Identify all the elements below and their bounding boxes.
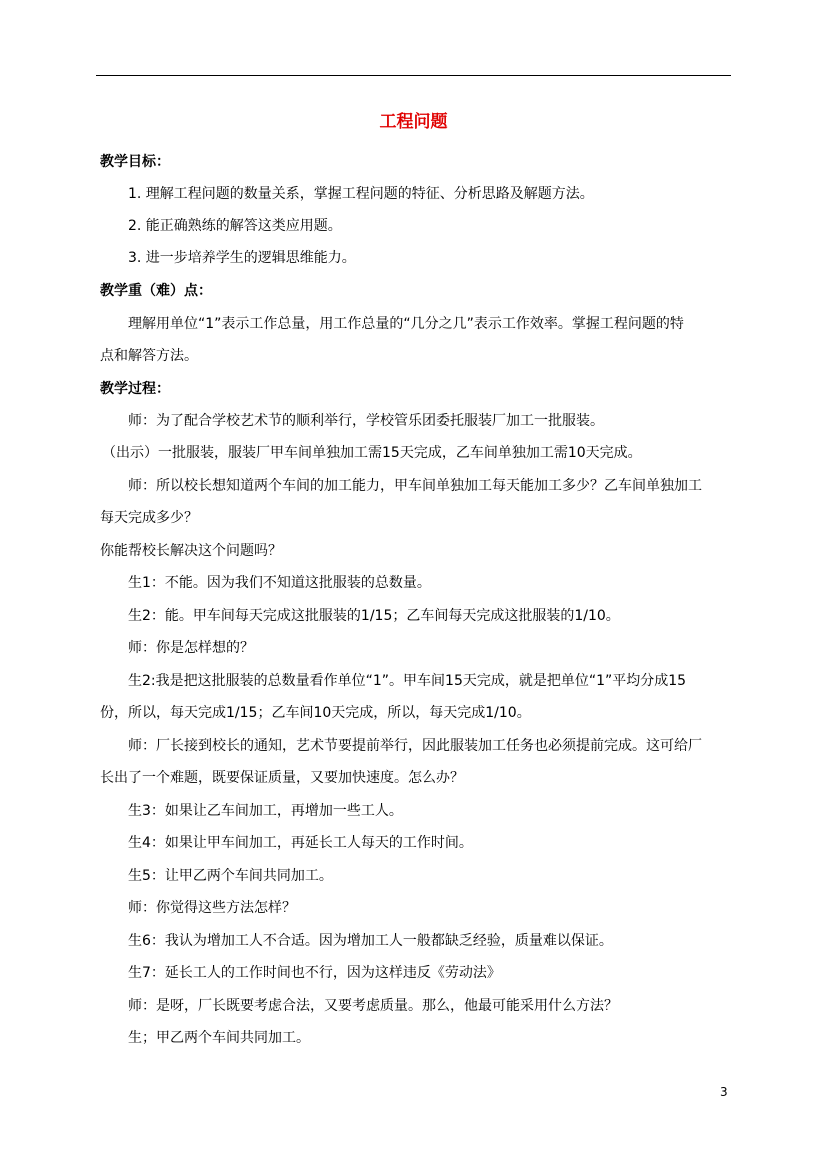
keypoints-text: 理解用单位“1”表示工作总量，用工作总量的“几分之几”表示工作效率。掌握工程问题的特: [128, 316, 684, 332]
dialogue-line: 生7：延长工人的工作时间也不行，因为这样违反《劳动法》: [128, 965, 501, 981]
dialogue-line: 生；甲乙两个车间共同加工。: [128, 1030, 310, 1046]
dialogue-line: 生6：我认为增加工人不合适。因为增加工人一般都缺乏经验，质量难以保证。: [128, 933, 613, 949]
dialogue-line: 生3：如果让乙车间加工，再增加一些工人。: [128, 803, 403, 819]
page-title: 工程问题: [379, 112, 448, 132]
dialogue-line: 长出了一个难题，既要保证质量，又要加快速度。怎么办？: [100, 770, 464, 786]
dialogue-line: 生5：让甲乙两个车间共同加工。: [128, 868, 333, 884]
dialogue-line: 师：你是怎样想的？: [128, 640, 254, 656]
dialogue-line: 师：为了配合学校艺术节的顺利举行，学校管乐团委托服装厂加工一批服装。: [128, 413, 604, 429]
dialogue-line: 师：所以校长想知道两个车间的加工能力，甲车间单独加工每天能加工多少？乙车间单独加工: [128, 478, 702, 494]
dialogue-line: 每天完成多少？: [100, 510, 198, 526]
dialogue-line: 生2:我是把这批服装的总数量看作单位“1”。甲车间15天完成，就是把单位“1”平均分成15: [128, 673, 687, 689]
goal-item: 3. 进一步培养学生的逻辑思维能力。: [128, 250, 356, 266]
dialogue-line: 你能帮校长解决这个问题吗？: [100, 543, 282, 559]
dialogue-line: （出示）一批服装，服装厂甲车间单独加工需15天完成，乙车间单独加工需10天完成。: [102, 445, 642, 461]
dialogue-line: 份，所以，每天完成1/15；乙车间10天完成，所以，每天完成1/10。: [100, 705, 531, 721]
dialogue-line: 师：你觉得这些方法怎样？: [128, 900, 296, 916]
goals-heading: 教学目标：: [100, 154, 170, 170]
dialogue-line: 生2：能。甲车间每天完成这批服装的1/15；乙车间每天完成这批服装的1/10。: [128, 608, 620, 624]
dialogue-line: 师：是呀，厂长既要考虑合法，又要考虑质量。那么，他最可能采用什么方法？: [128, 998, 618, 1014]
keypoints-heading: 教学重（难）点：: [100, 283, 212, 299]
goal-item: 1. 理解工程问题的数量关系，掌握工程问题的特征、分析思路及解题方法。: [128, 186, 594, 202]
goal-item: 2. 能正确熟练的解答这类应用题。: [128, 218, 342, 234]
keypoints-text: 点和解答方法。: [100, 348, 198, 364]
page-number: 3: [720, 1085, 728, 1099]
header-rule: [96, 75, 731, 76]
dialogue-line: 生4：如果让甲车间加工，再延长工人每天的工作时间。: [128, 835, 473, 851]
process-heading: 教学过程：: [100, 381, 170, 397]
dialogue-line: 师：厂长接到校长的通知，艺术节要提前举行，因此服装加工任务也必须提前完成。这可给厂: [128, 738, 702, 754]
dialogue-line: 生1：不能。因为我们不知道这批服装的总数量。: [128, 575, 431, 591]
